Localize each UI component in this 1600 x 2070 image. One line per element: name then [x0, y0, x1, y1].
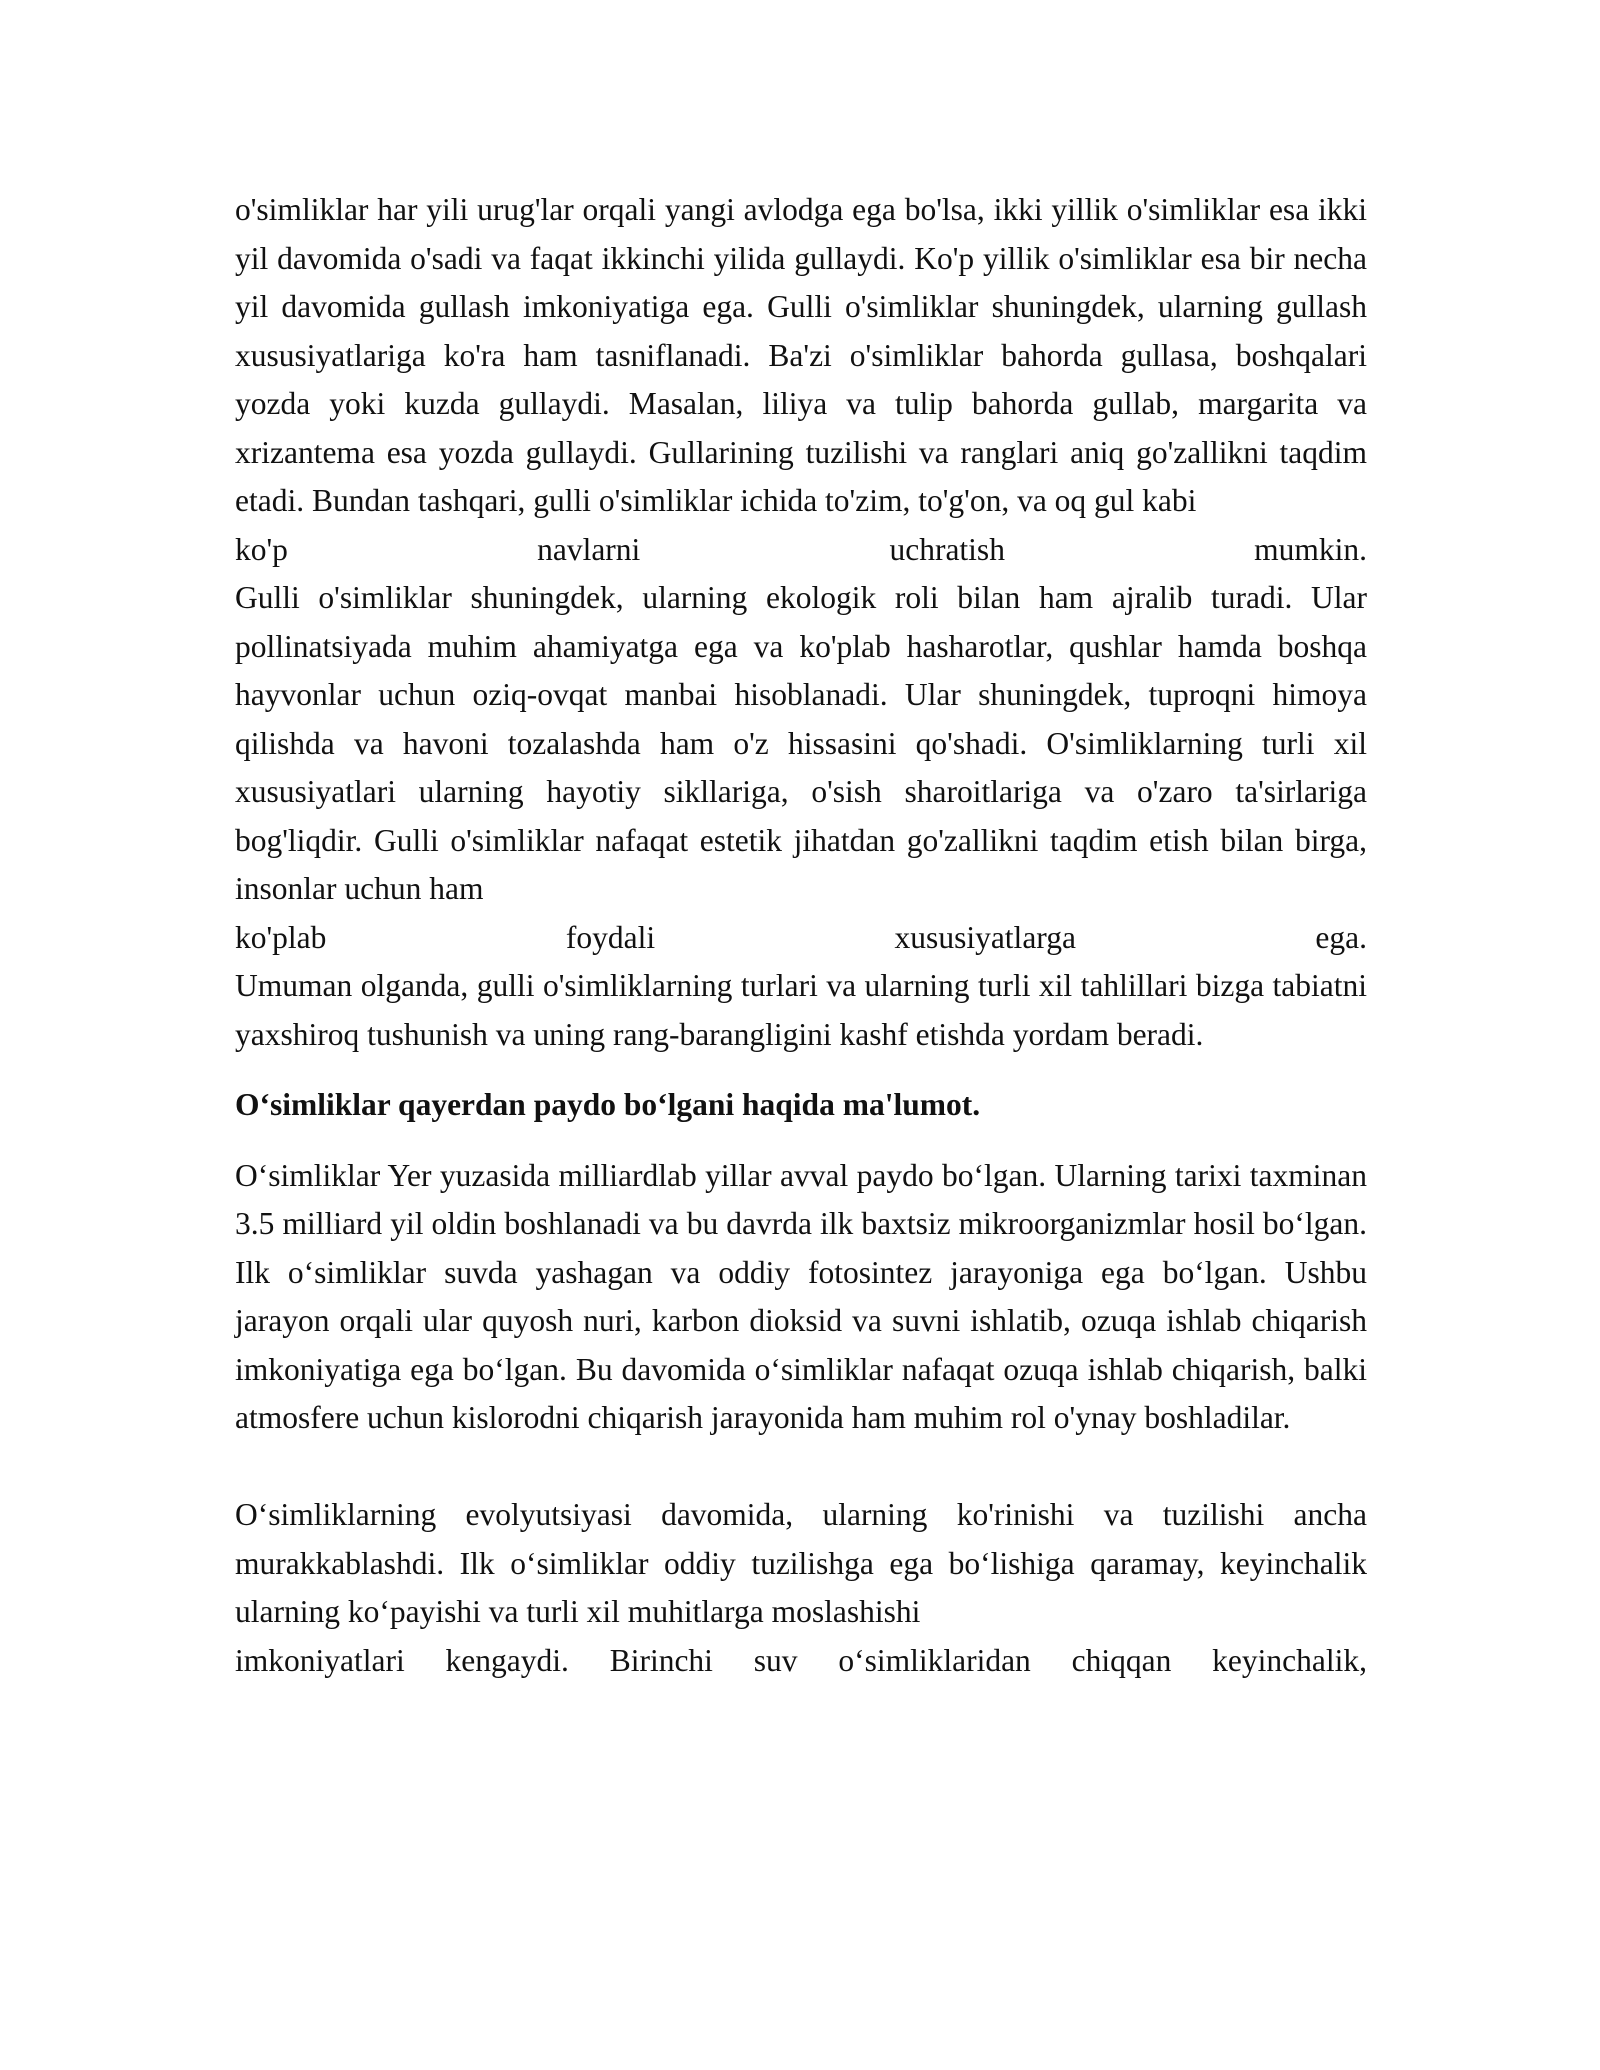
paragraph-plant-evolution [235, 1491, 1367, 1685]
paragraph-line: imkoniyatlari kengaydi. Birinchi suv o‘simliklaridan chiqqan keyinchalik, [235, 1642, 1367, 1678]
paragraph-line: ko'plab foydali xususiyatlarga ega. [235, 919, 1367, 955]
paragraph-text: o'simliklar har yili urug'lar orqali yangi avlodga ega bo'lsa, ikki yillik o'simliklar esa ikki yil davomida o'sadi va faqat ikkinchi yilida gullaydi. Ko'p yillik o'simliklar esa bir necha yil davomida gullash imkoniyatiga ega. Gulli o'simliklar shuningdek, ularning gullash xususiyatlariga ko'ra ham tasniflanadi. Ba'zi o'simliklar bahorda gullasa, boshqalari yozda yoki kuzda gullaydi. Masalan, liliya va tulip bahorda gullab, margarita va xrizantema esa yozda gullaydi. Gullarining tuzilishi va ranglari aniq go'zallikni taqdim etadi. Bundan tashqari, gulli o'simliklar ichida to'zim, to'g'on, va oq gul kabi [235, 192, 1367, 518]
paragraph-text: Gulli o'simliklar shuningdek, ularning ekologik roli bilan ham ajralib turadi. Ular pollinatsiyada muhim ahamiyatga ega va ko'plab hasharotlar, qushlar hamda boshqa hayvonlar uchun oziq-ovqat manbai hisoblanadi. Ular shuningdek, tuproqni himoya qilishda va havoni tozalashda ham o'z hissasini qo'shadi. O'simliklarning turli xil xususiyatlari ularning hayotiy sikllariga, o'sish sharoitlariga va o'zaro ta'sirlariga bog'liqdir. Gulli o'simliklar nafaqat estetik jihatdan go'zallikni taqdim etish bilan birga, insonlar uchun ham [235, 580, 1367, 906]
document-page [235, 186, 1367, 1685]
paragraph-line: ko'p navlarni uchratish mumkin. [235, 531, 1367, 567]
paragraph-plant-origin: O‘simliklar Yer yuzasida milliardlab yillar avval paydo bo‘lgan. Ularning tarixi taxminan 3.5 milliard yil oldin boshlanadi va bu davrda ilk baxtsiz mikroorganizmlar hosil bo‘lgan. Ilk o‘simliklar suvda yashagan va oddiy fotosintez jarayoniga ega bo‘lgan. Ushbu jarayon orqali ular quyosh nuri, karbon dioksid va suvni ishlatib, ozuqa ishlab chiqarish imkoniyatiga ega bo‘lgan. Bu davomida o‘simliklar nafaqat ozuqa ishlab chiqarish, balki atmosfere uchun kislorodni chiqarish jarayonida ham muhim rol o'ynay boshladilar. [235, 1157, 1367, 1435]
paragraph-text: O‘simliklarning evolyutsiyasi davomida, ularning ko'rinishi va tuzilishi ancha murakkablashdi. Ilk o‘simliklar oddiy tuzilishga ega bo‘lishiga qaramay, keyinchalik ularning ko‘payishi va turli xil muhitlarga moslashishi [235, 1497, 1367, 1629]
paragraph-spacer [235, 1443, 1367, 1492]
paragraph-text: Umuman olganda, gulli o'simliklarning turlari va ularning turli xil tahlillari bizga tabiatni yaxshiroq tushunish va uning rang-barangligini kashf etishda yordam beradi. [235, 968, 1367, 1052]
paragraph-flowering-plants [235, 186, 1367, 1059]
section-heading: O‘simliklar qayerdan paydo bo‘lgani haqida ma'lumot. [235, 1087, 981, 1122]
